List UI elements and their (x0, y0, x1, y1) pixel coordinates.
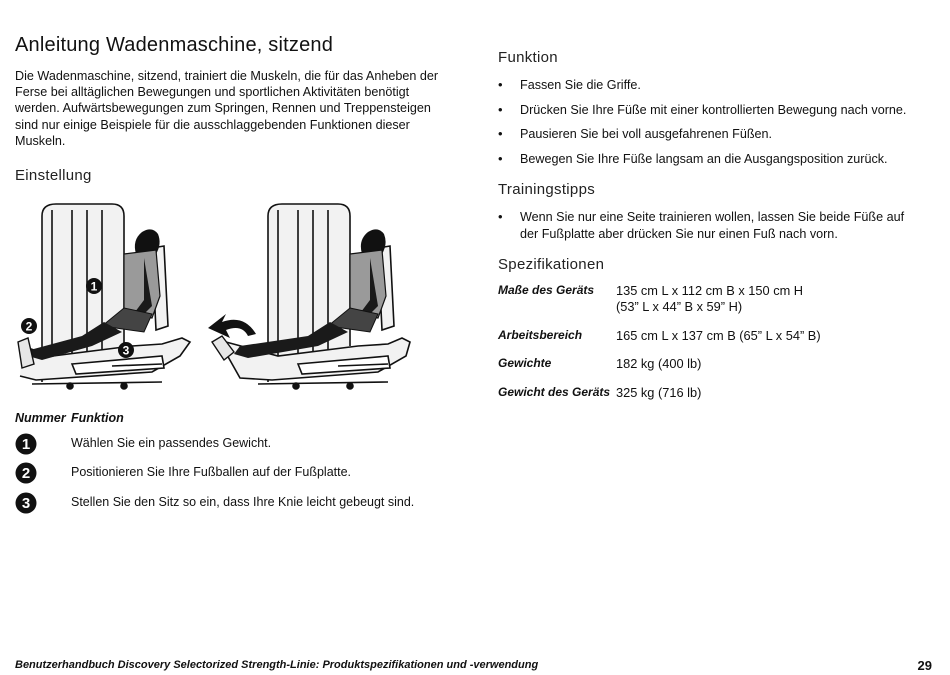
footer-text: Benutzerhandbuch Discovery Selectorized Strength-Linie: Produktspezifikationen und -verwendung (15, 659, 539, 671)
row-text: Wählen Sie ein passendes Gewicht. (71, 436, 272, 450)
spec-value: 135 cm L x 112 cm B x 150 cm H (53” L x 44” B x 59” H) (616, 283, 804, 314)
number-2-icon (15, 462, 37, 484)
marker-1 (86, 278, 102, 294)
list-item: • Drücken Sie Ihre Füße mit einer kontrollierten Bewegung nach vorne. (498, 101, 907, 117)
svg-text:2: 2 (25, 319, 33, 334)
spec-row (498, 385, 928, 403)
seated-calf-machine-illustration (12, 196, 412, 400)
table-header (15, 411, 455, 427)
einstellung-heading: Einstellung (15, 167, 92, 184)
row-text: Positionieren Sie Ihre Fußballen auf der Fußplatte. (71, 465, 352, 479)
spec-label: Maße des Geräts (498, 283, 595, 297)
spezifikationen-heading: Spezifikationen (498, 256, 605, 273)
machine-start-position (20, 204, 190, 389)
spec-label: Gewichte (498, 356, 552, 370)
spec-label: Gewicht des Geräts (498, 385, 611, 399)
table-row (15, 462, 455, 486)
svg-text:3: 3 (21, 495, 31, 512)
funktion-list (498, 77, 928, 167)
table-row (15, 433, 455, 457)
spec-label: Arbeitsbereich (498, 328, 583, 342)
bullet-icon: • (498, 150, 503, 166)
bullet-icon: • (498, 209, 503, 224)
svg-text:3: 3 (122, 343, 130, 358)
svg-text:1: 1 (21, 436, 31, 453)
svg-text:1: 1 (90, 279, 98, 294)
spec-row (498, 328, 928, 346)
number-1-icon (15, 433, 37, 455)
spec-value: 165 cm L x 137 cm B (65” L x 54” B) (616, 328, 821, 343)
list-item: • Bewegen Sie Ihre Füße langsam an die Ausgangsposition zurück. (498, 150, 888, 166)
spec-value: 325 kg (716 lb) (616, 385, 702, 400)
number-3-icon (15, 492, 37, 514)
col-funktion: Funktion (71, 411, 124, 425)
page-title: Anleitung Wadenmaschine, sitzend (15, 34, 334, 56)
page-number: 29 (917, 658, 932, 673)
spec-value: 182 kg (400 lb) (616, 356, 702, 371)
list-item: • Fassen Sie die Griffe. (498, 77, 641, 92)
list-item: • Pausieren Sie bei voll ausgefahrenen Füßen. (498, 126, 773, 141)
bullet-icon: • (498, 126, 503, 141)
motion-arrow-icon (208, 314, 256, 338)
marker-2 (21, 318, 37, 334)
funktion-heading: Funktion (498, 49, 558, 66)
bullet-icon: • (498, 77, 503, 92)
marker-3 (118, 342, 134, 358)
col-nummer: Nummer (15, 411, 66, 425)
trainingstipps-list (498, 209, 923, 242)
bullet-icon: • (498, 101, 503, 117)
svg-text:2: 2 (21, 465, 31, 482)
table-row (15, 492, 455, 516)
intro-paragraph: Die Wadenmaschine, sitzend, trainiert die Muskeln, die für das Anheben der Ferse bei alltäglichen Bewegungen und sportlichen Aktivitäten benötigt werden. Aufwärtsbewegungen zum Springen, Rennen und Treppensteigen sind nur einige Beispiele für die ausschlaggebenden Funktionen dieser Muskeln. (15, 69, 439, 148)
trainingstipps-heading: Trainingstipps (498, 181, 596, 198)
spec-row (498, 283, 928, 317)
spec-row (498, 356, 928, 374)
list-item: • Wenn Sie nur eine Seite trainieren wollen, lassen Sie beide Füße auf der Fußplatte aber drücken Sie nur einen Fuß nach vorn. (498, 209, 905, 241)
row-text: Stellen Sie den Sitz so ein, dass Ihre Knie leicht gebeugt sind. (71, 495, 415, 509)
